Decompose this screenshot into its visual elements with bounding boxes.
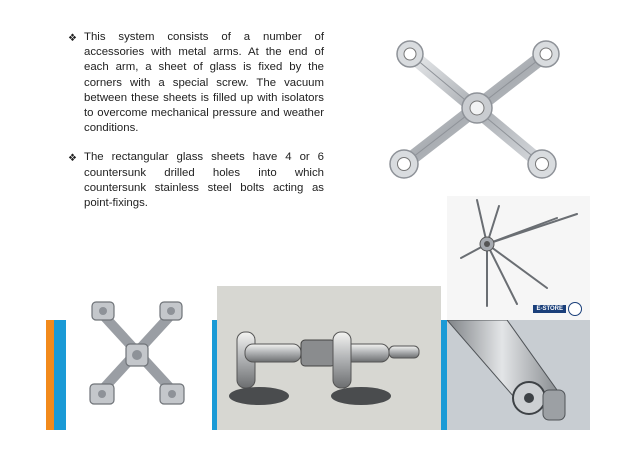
spider-fitting-illustration	[360, 36, 592, 192]
diamond-bullet-icon: ❖	[68, 153, 77, 165]
spider-bolts-illustration	[66, 286, 212, 430]
brand-text: E-STORE	[533, 305, 566, 313]
glass-clamp-illustration	[217, 286, 441, 430]
brand-badge	[533, 302, 582, 316]
radial-fitting-photo	[447, 196, 590, 320]
bullet-list	[68, 30, 324, 225]
spider-bolts-photo	[66, 286, 212, 430]
bullet-text-1: This system consists of a number of accessories with metal arms. At the end of each arm, a sheet of glass is fixed by the corners with a special screw. The vacuum between these sheets is filled up with isolators to overcome mechanical pressure and weather conditions.	[84, 31, 324, 135]
rod-closeup-illustration	[447, 320, 590, 430]
spider-fitting-photo	[360, 36, 592, 192]
orange-accent-bar	[46, 320, 54, 430]
diamond-bullet-icon: ❖	[68, 33, 77, 44]
bullet-item-1	[68, 30, 324, 136]
brand-logo-icon	[568, 302, 582, 316]
rod-closeup-photo	[447, 320, 590, 430]
bullet-text-2: The rectangular glass sheets have 4 or 6 countersunk drilled holes into which countersunk stainless steel bolts acting as point-fixings.	[84, 151, 324, 210]
bullet-item-2	[68, 150, 324, 211]
glass-clamp-photo	[217, 286, 441, 430]
